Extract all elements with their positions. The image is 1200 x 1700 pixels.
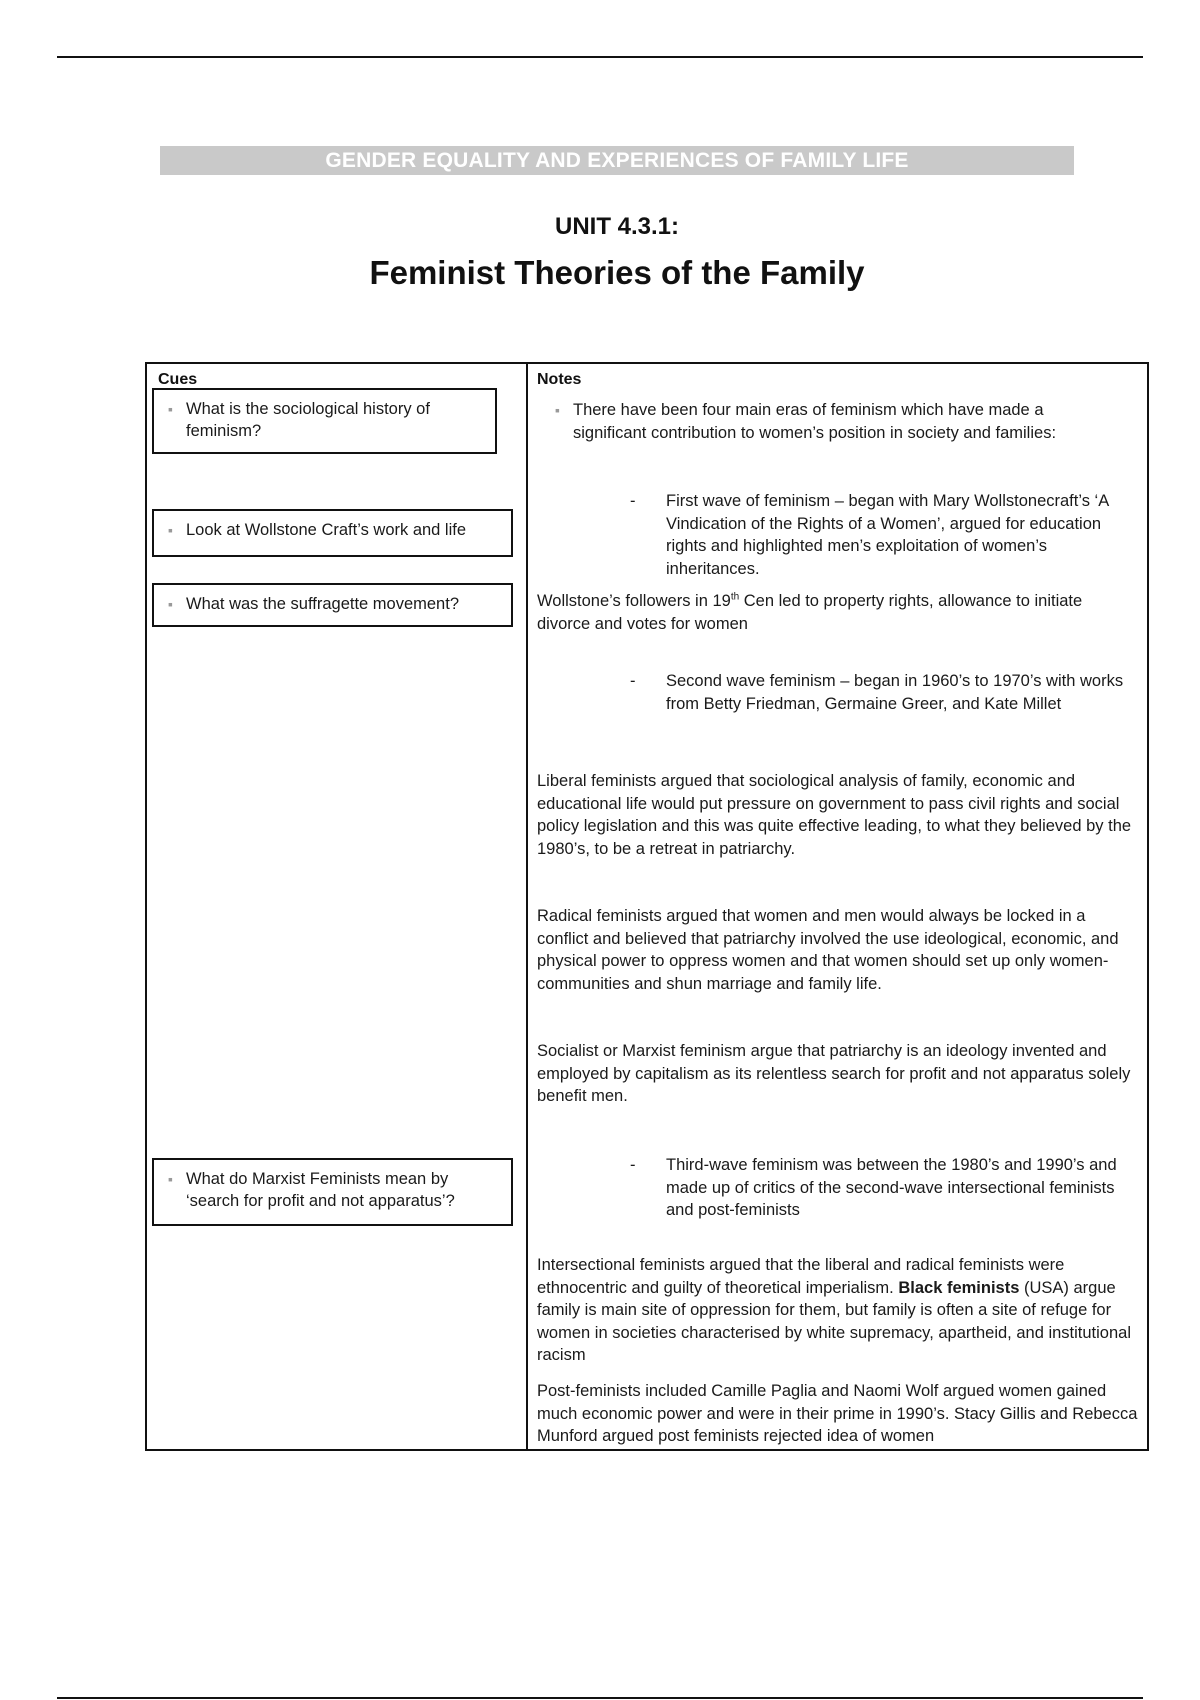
notes-third-wave (630, 1154, 1138, 1222)
notes-second-wave (630, 670, 1138, 715)
page-title: Feminist Theories of the Family (369, 254, 865, 291)
unit-number: UNIT 4.3.1: (554, 213, 680, 240)
bottom-rule (57, 1697, 1143, 1699)
bullet-icon: ▪ (168, 522, 173, 538)
cue-box-suffragette (152, 583, 513, 627)
dash-bullet: - (630, 672, 636, 690)
notes-heading: Notes (537, 371, 582, 388)
notes-third-wave-text: Third-wave feminism was between the 1980’s and 1990’s and made up of critics of the second-wave intersectional feminists and post-feminists (666, 1156, 1117, 1219)
notes-first-wave (630, 490, 1138, 580)
cue-text: What do Marxist Feminists mean by ‘search for profit and not apparatus’? (186, 1170, 455, 1210)
cue-box-wollstonecraft (152, 509, 513, 557)
cue-box-history (152, 388, 497, 454)
cues-heading: Cues (158, 371, 198, 388)
section-banner: GENDER EQUALITY AND EXPERIENCES OF FAMILY LIFE (160, 146, 1074, 175)
column-divider (526, 362, 528, 1451)
cue-text: Look at Wollstone Craft’s work and life (186, 521, 467, 539)
notes-intro (555, 399, 1118, 444)
bullet-icon: ▪ (555, 402, 560, 418)
cue-text: What is the sociological history of feminism? (186, 400, 430, 440)
notes-post-feminists: Post-feminists included Camille Paglia and Naomi Wolf argued women gained much economic power and were in their prime in 1990’s. Stacy Gillis and Rebecca Munford argued post feminists rejected idea of women (537, 1382, 1138, 1445)
cue-text: What was the suffragette movement? (186, 595, 459, 613)
bullet-icon: ▪ (168, 401, 173, 417)
dash-bullet: - (630, 492, 636, 510)
cue-box-marxist (152, 1158, 513, 1226)
bullet-icon: ▪ (168, 1171, 173, 1187)
notes-intro-text: There have been four main eras of feminism which have made a significant contribution to women’s position in society and families: (573, 401, 1057, 442)
notes-intersectional: Intersectional feminists argued that the liberal and radical feminists were ethnocentric and guilty of theoretical imperialism. Black feminists (USA) argue family is main site of oppression for them, but family is often a site of refuge for women in societies characterised by white supremacy, apartheid, and institutional racism (537, 1256, 1131, 1364)
notes-second-wave-text: Second wave feminism – began in 1960’s to 1970’s with works from Betty Friedman, Germaine Greer, and Kate Millet (666, 672, 1124, 713)
notes-followers: Wollstone’s followers in 19th Cen led to property rights, allowance to initiate divorce and votes for women (537, 591, 1083, 633)
bullet-icon: ▪ (168, 596, 173, 612)
dash-bullet: - (630, 1156, 636, 1174)
top-rule (57, 56, 1143, 58)
notes-socialist: Socialist or Marxist feminism argue that patriarchy is an ideology invented and employed by capitalism as its relentless search for profit and not apparatus solely benefit men. (537, 1042, 1131, 1105)
notes-radical: Radical feminists argued that women and men would always be locked in a conflict and believed that patriarchy involved the use ideological, economic, and physical power to oppress women and that women should set up only women-communities and shun marriage and family life. (537, 907, 1119, 993)
notes-first-wave-text: First wave of feminism – began with Mary Wollstonecraft’s ‘A Vindication of the Rights of a Women’, argued for education rights and highlighted men’s exploitation of women’s inheritances. (666, 492, 1109, 578)
notes-liberal: Liberal feminists argued that sociological analysis of family, economic and educational life would put pressure on government to pass civil rights and social policy legislation and this was quite effective leading, to what they believed by the 1980’s, to be a retreat in patriarchy. (537, 772, 1132, 858)
